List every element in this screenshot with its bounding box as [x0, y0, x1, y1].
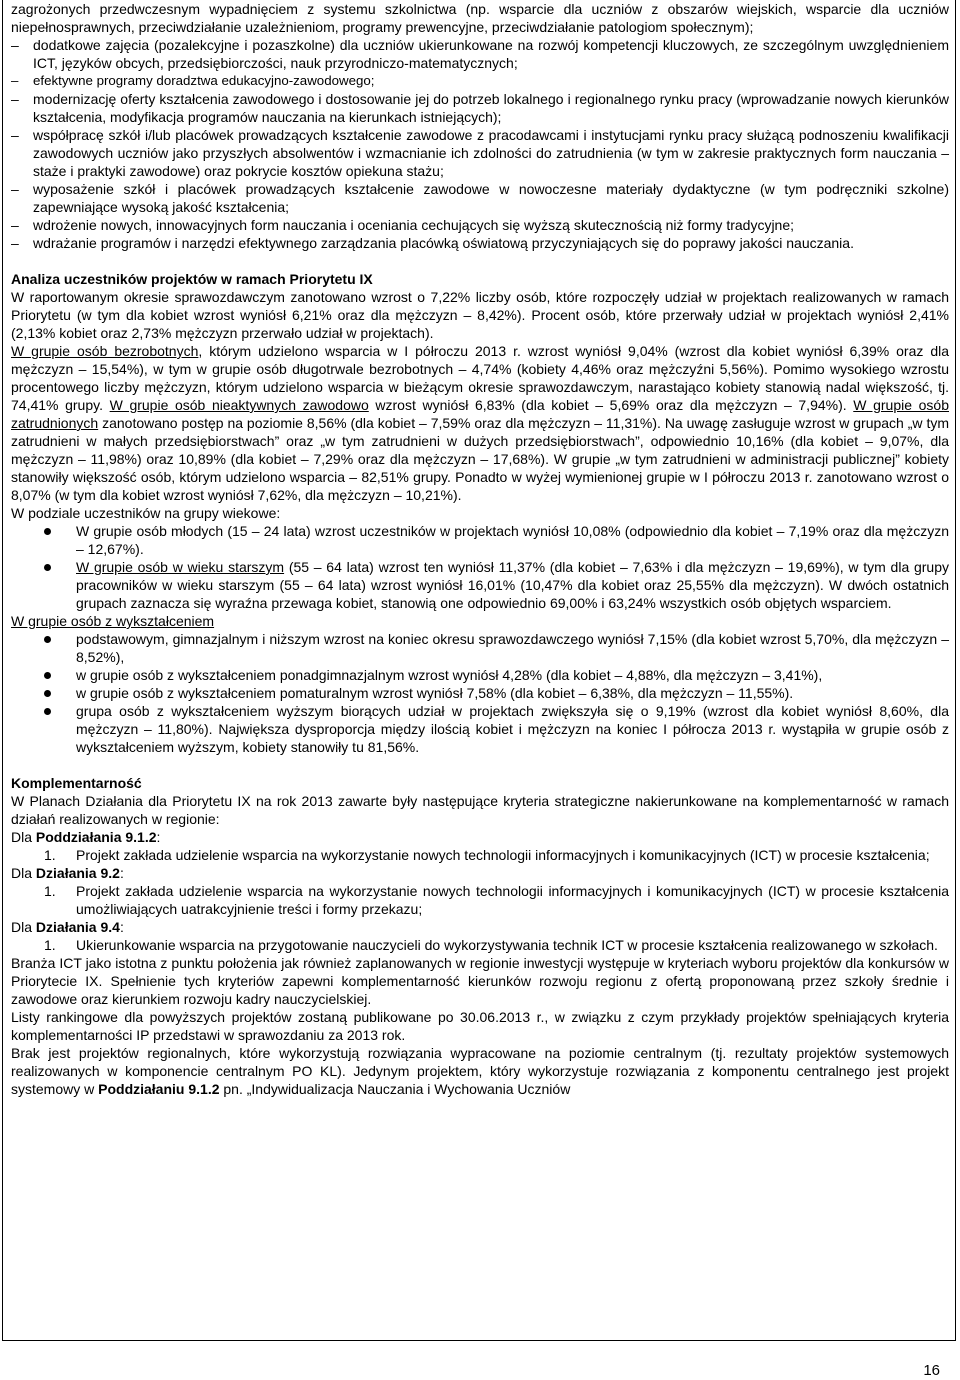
participants-paragraph-1: W raportowanym okresie sprawozdawczym zanotowano wzrost o 7,22% liczby osób, które rozpoczęły udział w projektach realizowanych w ramach Priorytetu (w tym dla kobiet wzrost wyniósł 6,21% oraz dla mężczyzn – 8,42%). Procent osób, które przerwały udział w projektach wyniósł 2,41% (2,13% kobiet oraz 2,73% mężczyzn przerwało udział w projektach). [11, 289, 949, 341]
central-component-paragraph: Brak jest projektów regionalnych, które wykorzystują rozwiązania wypracowane na poziomie centralnym (tj. rezultaty projektów systemowych realizowanych w komponencie centralnym PO KL). Jedynym projektem, który wykorzystuje rozwiązania z komponentu centralnego jest projekt systemowy w Poddziałaniu 9.1.2 pn. „Indywidualizacja Nauczania i Wychowania Uczniów [11, 1045, 949, 1097]
group-9-2-label: Dla Działania 9.2: [11, 865, 124, 881]
spacer [11, 756, 949, 774]
dash-item-3: – modernizację oferty kształcenia zawodowego i dostosowanie jej do potrzeb lokalnego i regionalnego rynku pracy (wprowadzanie nowych kierunków kształcenia, modyfikacja programów nauczania na kierunkach istniejących); [11, 90, 949, 126]
bullet-icon [44, 690, 51, 697]
bullet-icon [44, 564, 51, 571]
ict-paragraph: Branża ICT jako istotna z punktu położenia jak również zaplanowanych w regionie inwestycji występuje w kryteriach wyboru projektów dla konkursów w Priorytecie IX. Spełnienie tych kryteriów zapewni komplementarność kierunków rozwoju regionu z ofertą proponowaną przez szkoły średnie i zawodowe oraz kierunkiem rozwoju kadry nauczycielskiej. [11, 955, 949, 1007]
spacer [11, 252, 949, 270]
section-heading-complementarity: Komplementarność [11, 775, 142, 791]
underlined-unemployed: W grupie osób bezrobotnych [11, 343, 199, 359]
document-body [11, 0, 949, 1098]
group-9-4-label: Dla Działania 9.4: [11, 919, 124, 935]
bullet-icon [44, 636, 51, 643]
dash-item-4: – współpracę szkół i/lub placówek prowadzących kształcenie zawodowe z pracodawcami i instytucjami rynku pracy służącą podnoszeniu kwalifikacji zawodowych uczniów jako przyszłych absolwentów i wzmacnianie ich zdolności do zatrudnienia (w tym w zakresie praktycznych form nauczania – staże i praktyki zawodowe) oraz pokrycie kosztów opiekuna stażu; [11, 126, 949, 180]
ranking-lists-paragraph: Listy rankingowe dla powyższych projektów zostaną publikowane po 30.06.2013 r., w związku z czym przykłady projektów spełniających kryteria komplementarności IP przedstawi w sprawozdaniu za 2013 rok. [11, 1009, 949, 1043]
group-9-1-2-label: Dla Poddziałania 9.1.2: [11, 829, 161, 845]
education-bullet-2: w grupie osób z wykształceniem ponadgimnazjalnym wzrost wyniósł 4,28% (dla kobiet – 4,88%, dla mężczyzn – 3,41%), [11, 666, 949, 684]
education-bullet-4: grupa osób z wykształceniem wyższym biorących udział w projektach zwiększyła się o 9,19% (wzrost dla kobiet wyniósł 8,60%, dla mężczyzn – 11,80%). Największa dysproporcja między ilością kobiet i mężczyzn na koniec I półrocza 2013 r. wystąpiła w grupie osób z wykształceniem wyższym, kobiety stanowiły tu 81,56%. [11, 702, 949, 756]
education-bullet-3: w grupie osób z wykształceniem pomaturalnym wzrost wyniósł 7,58% (dla kobiet – 6,38%, dla mężczyzn – 11,55%). [11, 684, 949, 702]
bullet-icon [44, 708, 51, 715]
dash-item-7: – wdrażanie programów i narzędzi efektywnego zarządzania placówką oświatową przyczyniających się do poprawy jakości nauczania. [11, 234, 949, 252]
participants-paragraph-2: W grupie osób bezrobotnych, którym udzielono wsparcia w I półroczu 2013 r. wzrost wyniósł 9,04% (wzrost dla kobiet wyniósł 6,39% oraz dla mężczyzn – 15,54%), w tym w grupie osób długotrwale bezrobotnych – 4,74% (kobiety 4,46% oraz mężczyźni 5,56%). Pomimo wysokiego wzrostu procentowego liczby mężczyzn, którym udzielono wsparcia w bieżącym okresie sprawozdawczym, narastająco kobiety stanowią nadal większość, tj. 74,41% grupy. W grupie osób nieaktywnych zawodowo wzrost wyniósł 6,83% (dla kobiet – 5,69% oraz dla mężczyzn – 7,94%). W grupie osób zatrudnionych zanotowano postęp na poziomie 8,56% (dla kobiet – 7,59% oraz dla mężczyzn – 11,31%). Na uwagę zasługuje wzrost w grupach „w tym zatrudnieni w małych przedsiębiorstwach” oraz „w tym zatrudnieni w dużych przedsiębiorstwach”, odpowiednio 10,16% (dla kobiet – 9,07%, dla mężczyzn – 11,98%) oraz 10,89% (dla kobiet – 7,29% oraz dla mężczyzn – 17,68%). W grupie „w tym zatrudnieni w administracji publicznej” kobiety stanowiły większość osób, którym udzielono wsparcia – 82,51% grupy. Ponadto w wyżej wymienionej grupie w I półroczu 2013 r. zanotowano wzrost o 8,07% (w tym dla kobiet wzrost wyniósł 7,62%, dla mężczyzn – 10,21%). [11, 343, 950, 503]
criterion-9-1-2: 1. Projekt zakłada udzielenie wsparcia na wykorzystanie nowych technologii informacyjnych i komunikacyjnych (ICT) w procesie kształcenia; [44, 847, 930, 863]
age-groups-intro: W podziale uczestników na grupy wiekowe: [11, 505, 281, 521]
education-heading: W grupie osób z wykształceniem [11, 613, 215, 629]
education-bullet-1: podstawowym, gimnazjalnym i niższym wzrost na koniec okresu sprawozdawczego wyniósł 7,15% (dla kobiet wzrost 5,70%, dla mężczyzn – 8,52%), [11, 630, 949, 666]
age-bullet-older: W grupie osób w wieku starszym (55 – 64 lata) wzrost ten wyniósł 11,37% (dla kobiet – 7,63% i dla mężczyzn – 19,69%), w tym dla grupy pracowników w wieku starszym (55 – 64 lata) wzrost wyniósł 16,01% (10,47% dla kobiet oraz 25,55% dla mężczyzn). W dwóch ostatnich grupach zaznacza się wyraźna przewaga kobiet, stanowią one odpowiednio 69,00% i 63,24% wszystkich osób objętych wsparciem. [11, 558, 949, 612]
underlined-inactive: W grupie osób nieaktywnych zawodowo [109, 397, 369, 413]
page-number: 16 [923, 1362, 940, 1379]
dash-item-2: – efektywne programy doradztwa edukacyjno-zawodowego; [11, 72, 949, 90]
bullet-icon [44, 528, 51, 535]
criterion-9-4: 1. Ukierunkowanie wsparcia na przygotowanie nauczycieli do wykorzystywania technik ICT w procesie kształcenia realizowanego w szkołach. [44, 937, 938, 953]
dash-item-5: – wyposażenie szkół i placówek prowadzących kształcenie zawodowe w nowoczesne materiały dydaktyczne (w tym podręczniki szkolne) zapewniające wysoką jakość kształcenia; [11, 180, 949, 216]
bullet-icon [44, 672, 51, 679]
underlined-employed: W grupie osób zatrudnionych [11, 397, 949, 431]
section-heading-participants: Analiza uczestników projektów w ramach Priorytetu IX [11, 271, 373, 287]
criterion-9-2: 1. Projekt zakłada udzielenie wsparcia na wykorzystanie nowych technologii informacyjnych i komunikacyjnych (ICT) w procesie kształcenia umożliwiających uatrakcyjnienie treści i formy przekazu; [44, 883, 949, 917]
complementarity-intro: W Planach Działania dla Priorytetu IX na rok 2013 zawarte były następujące kryteria strategiczne nakierunkowane na komplementarność w ramach działań realizowanych w regionie: [11, 793, 949, 827]
dash-item-6: – wdrożenie nowych, innowacyjnych form nauczania i oceniania cechujących się wyższą skutecznością niż formy tradycyjne; [11, 216, 949, 234]
dash-item-1: – dodatkowe zajęcia (pozalekcyjne i pozaszkolne) dla uczniów ukierunkowane na rozwój kompetencji kluczowych, ze szczególnym uwzględnieniem ICT, języków obcych, przedsiębiorczości, nauk przyrodniczo-matematycznych; [11, 36, 949, 72]
age-bullet-young: W grupie osób młodych (15 – 24 lata) wzrost uczestników w projektach wyniósł 10,08% (odpowiednio dla kobiet – 7,19% oraz dla mężczyzn – 12,67%). [11, 522, 949, 558]
top-paragraph: zagrożonych przedwczesnym wypadnięciem z systemu szkolnictwa (np. wsparcie dla uczniów z obszarów wiejskich, wsparcie dla uczniów niepełnosprawnych, przeciwdziałanie uzależnieniom, programy prewencyjne, przeciwdziałanie patologiom społecznym); [11, 1, 949, 35]
